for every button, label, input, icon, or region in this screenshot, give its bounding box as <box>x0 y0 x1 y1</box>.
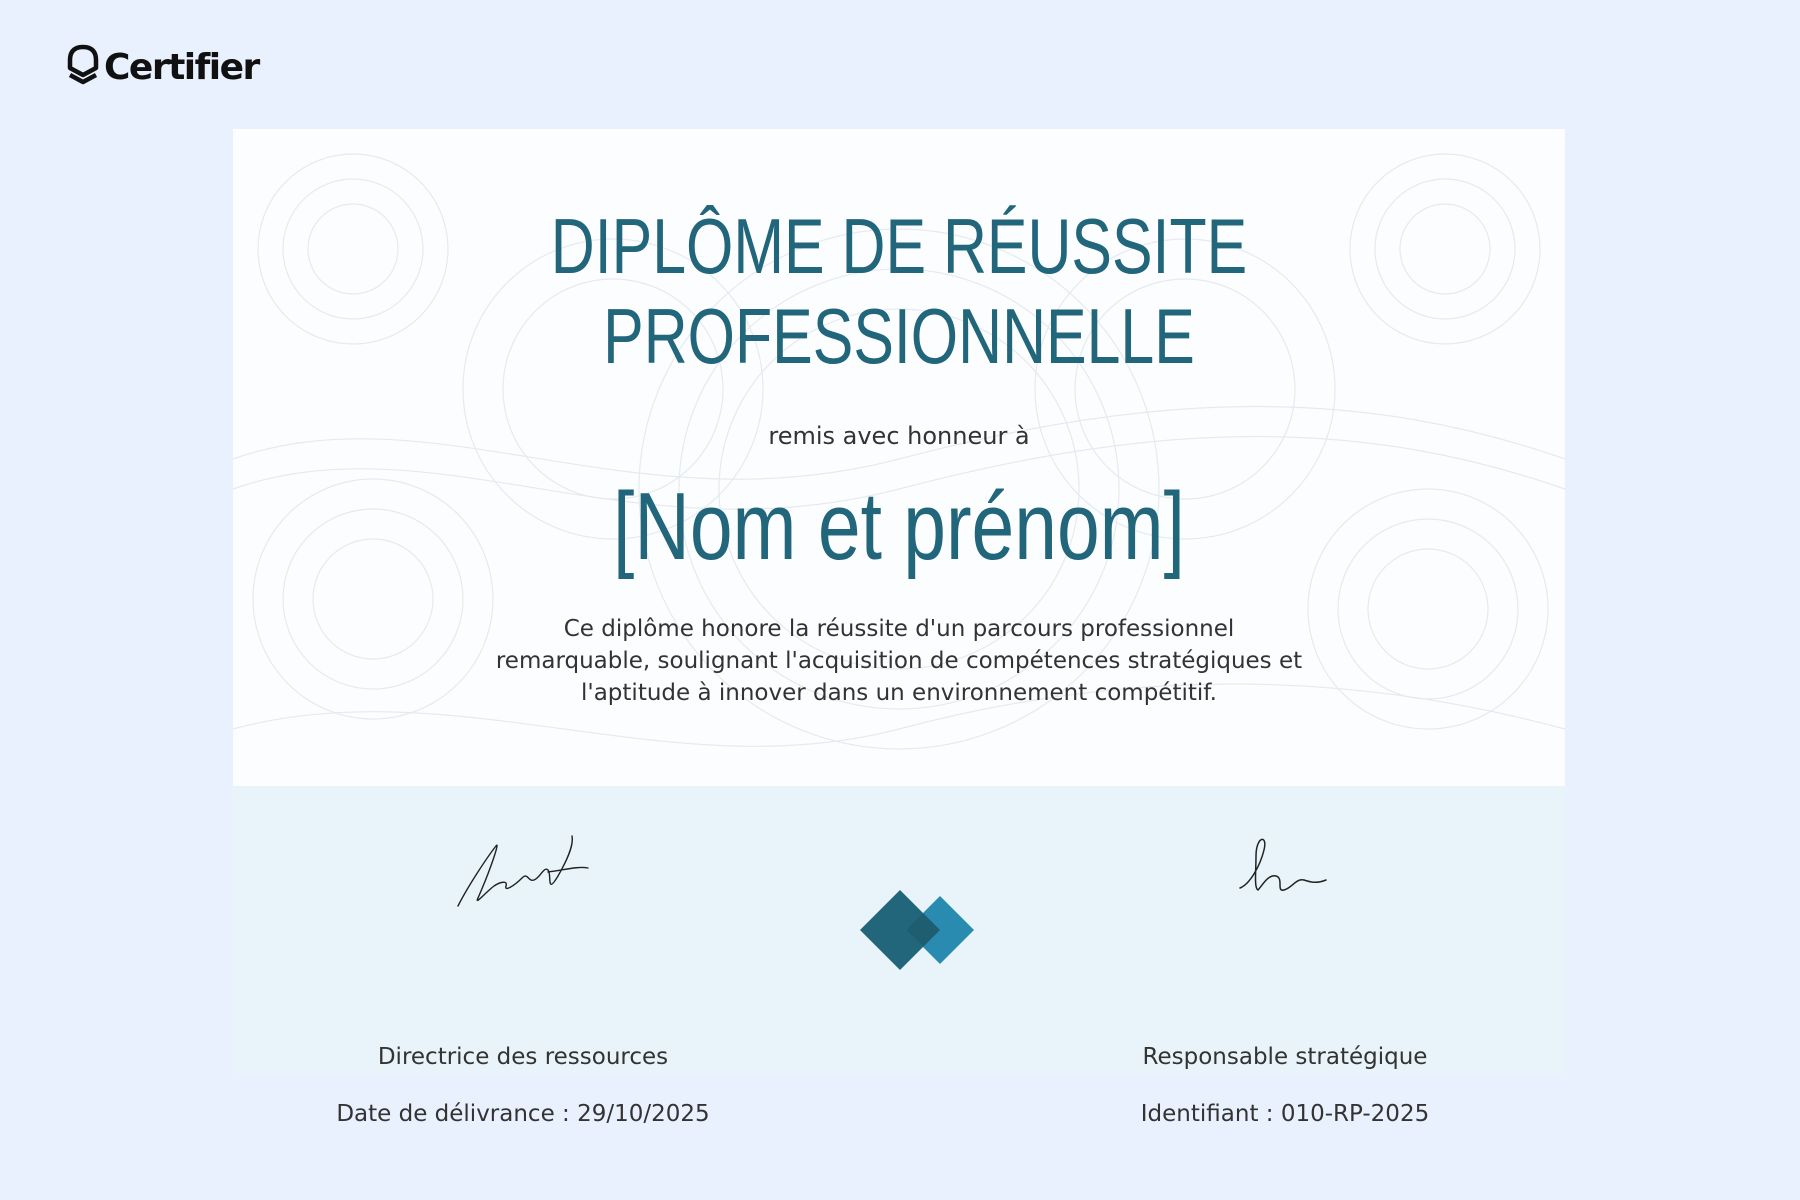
diamond-emblem-icon <box>840 890 1030 970</box>
certificate-description: Ce diplôme honore la réussite d'un parcours professionnel remarquable, soulignant l'acquisition de compétences stratégiques et l'aptitude à innover dans un environnement compétitif. <box>495 616 1303 706</box>
signature-block-left <box>303 786 743 1127</box>
signatory-title-right: Responsable stratégique <box>1142 1044 1428 1070</box>
certificate-subtitle: remis avec honneur à <box>768 422 1030 450</box>
title-line-1: DIPLÔME DE RÉUSSITE <box>550 202 1248 290</box>
signature-right <box>1230 826 1340 906</box>
brand-logo <box>66 44 259 90</box>
certifier-logo-icon <box>66 44 100 90</box>
brand-name: Certifier <box>104 46 259 88</box>
certificate-title <box>380 201 1419 381</box>
issue-date: Date de délivrance : 29/10/2025 <box>336 1101 710 1127</box>
signature-block-right <box>1065 786 1505 1127</box>
certificate-identifier: Identifiant : 010-RP-2025 <box>1140 1101 1430 1127</box>
certificate-upper-panel <box>233 129 1565 786</box>
recipient-name: [Nom et prénom] <box>613 473 1185 580</box>
title-line-2: PROFESSIONNELLE <box>603 292 1195 380</box>
signature-left <box>448 826 598 916</box>
signatory-title-left: Directrice des ressources <box>377 1044 669 1070</box>
